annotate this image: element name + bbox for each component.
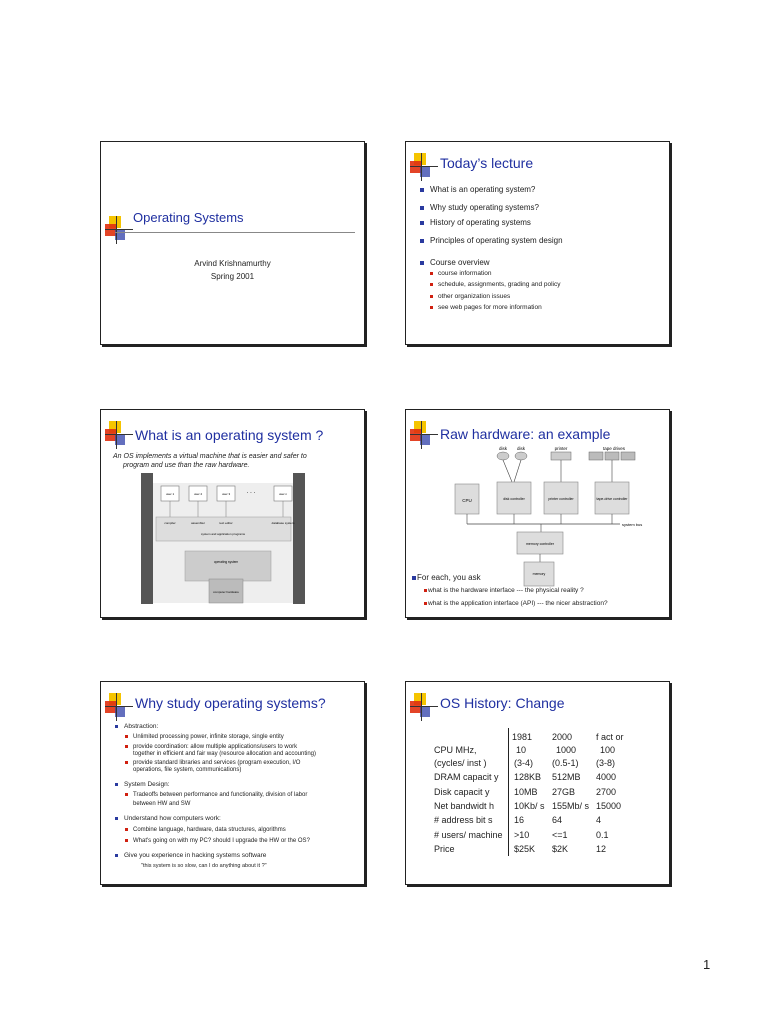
list-item: For each, you ask [412,573,481,582]
cpu-label: CPU [462,498,472,503]
list-subitem: what is the hardware interface --- the physical reality ? [424,587,584,594]
tape-drive-icon [621,452,635,460]
list-item: Principles of operating system design [420,236,563,245]
user-label: user n [278,492,288,496]
slide-logo-icon [105,693,131,719]
memory-label: memory [532,572,546,576]
list-item: Course overview [420,258,490,267]
list-subitem: provide standard libraries and services (program execution, I/O [125,760,300,766]
list-subitem-cont: together in efficient and fair way (resource allocation and accounting) [133,751,316,757]
caption-line: An OS implements a virtual machine that is easier and safer to [113,453,307,460]
os-layer-diagram [141,473,317,608]
program-label: assembler [191,521,205,525]
bullet-icon [420,221,424,225]
printer-icon [551,452,571,460]
slide-heading: Why study operating systems? [135,695,326,711]
list-subitem-cont: operations, file system, communications) [133,767,242,773]
device-label: printer [554,446,568,451]
bullet-icon [115,817,118,820]
slide-os-history: OS History: Change 1981 2000 f act or CPU MHz, 10 1000 100 (cycles/ inst ) (3-4) (0.5-1) (3-8) DRAM capacit y 128KB 512MB 4000 Disk capacit y 10MB 27GB 2700 Net bandwidt h 10Kb/ s 155Mb/ s 15000 # address bit s 16 64 4 # users/ machine >10 <=1 0.1 Price $25K $2K 12 [405,681,670,885]
list-item: History of operating systems [420,218,531,227]
list-subitem: see web pages for more information [430,304,542,311]
program-label: text editor [219,521,233,525]
caption-line: program and use than the raw hardware. [123,462,250,469]
device-label: disk [516,446,526,451]
page-number: 1 [703,957,711,972]
slide-raw-hardware [405,409,670,618]
bullet-icon [430,295,433,298]
title-rule [115,232,355,233]
list-item: Why study operating systems? [420,203,539,212]
bullet-icon [125,828,128,831]
list-subitem-cont: between HW and SW [133,801,191,807]
term-label: Spring 2001 [210,272,255,281]
user-label: user 1 [165,492,175,496]
bullet-icon [115,783,118,786]
printer-controller-label: printer controller [548,497,574,501]
bullet-icon [420,188,424,192]
list-subitem: What's going on with my PC? should I upgrade the HW or the OS? [125,838,310,844]
list-item: System Design: [115,781,170,788]
slide-why-study-os [100,681,365,885]
tape-drive-icon [589,452,603,460]
list-subitem: what is the application interface (API) --- the nicer abstraction? [424,600,608,607]
bullet-icon [115,854,118,857]
bullet-icon [430,306,433,309]
slide-logo-icon [410,693,436,719]
bullet-icon [125,793,128,796]
diagram-right-pillar [293,473,305,604]
quote-text: "this system is so slow, can I do anything about it ?" [141,863,267,869]
tape-drive-icon [605,452,619,460]
disk-icon [497,452,509,460]
list-item: Understand how computers work: [115,815,221,822]
os-label: operating system [213,560,239,564]
slide-heading: Today’s lecture [440,155,534,171]
table-header: 1981 [512,732,533,742]
bullet-icon [424,602,427,605]
slide-heading: Operating Systems [133,210,244,225]
table-divider [508,728,509,856]
device-label: tape drives [602,446,626,451]
slide-todays-lecture [405,141,670,345]
bullet-icon [430,272,433,275]
disk-icon [515,452,527,460]
list-subitem: schedule, assignments, grading and policy [430,281,561,288]
list-subitem: Unlimited processing power, infinite storage, single entity [125,734,284,740]
slide-heading: Raw hardware: an example [440,426,611,442]
os-layer [185,551,271,581]
user-label: user 3 [221,492,231,496]
bullet-icon [412,576,416,580]
bullet-icon [125,745,128,748]
table-header: f act or [596,732,624,742]
bullet-icon [125,761,128,764]
list-subitem: course information [430,270,491,277]
list-subitem: Combine language, hardware, data structures, algorithms [125,827,286,833]
slide-logo-icon [410,153,436,179]
hardware-diagram [450,444,669,594]
bullet-icon [430,283,433,286]
ellipsis-label: . . . [246,489,256,495]
list-subitem: Tradeoffs between performance and functionality, division of labor [125,792,307,798]
slide-logo-icon [105,216,131,242]
table-header: 2000 [552,732,573,742]
program-label: database system [271,521,295,525]
bullet-icon [420,239,424,243]
disk-controller-label: disk controller [503,497,525,501]
slide-what-is-os [100,409,365,618]
list-subitem: provide coordination: allow multiple applications/users to work [125,744,297,750]
device-label: disk [498,446,508,451]
bullet-icon [115,725,118,728]
diagram-left-pillar [141,473,153,604]
bullet-icon [420,261,424,265]
bullet-icon [125,839,128,842]
slide-heading: OS History: Change [440,695,565,711]
list-subitem: other organization issues [430,293,510,300]
list-item: Give you experience in hacking systems software [115,852,266,859]
bullet-icon [125,735,128,738]
author-name: Arvind Krishnamurthy [194,259,271,268]
tape-controller-label: tape-drive controller [596,497,628,501]
slide-logo-icon [410,421,436,447]
slide-title [100,141,365,345]
bullet-icon [424,589,427,592]
list-item: Abstraction: [115,723,158,730]
slide-logo-icon [105,421,131,447]
slide-heading: What is an operating system ? [135,427,324,443]
program-label: compiler [164,521,176,525]
bullet-icon [420,206,424,210]
memory-controller-label: memory controller [525,542,555,546]
list-item: What is an operating system? [420,185,535,194]
sys-apps-label: system and application programs [200,532,246,536]
system-bus-label: system bus [622,522,643,527]
hw-label: computer hardware [213,590,239,594]
user-label: user 2 [193,492,203,496]
